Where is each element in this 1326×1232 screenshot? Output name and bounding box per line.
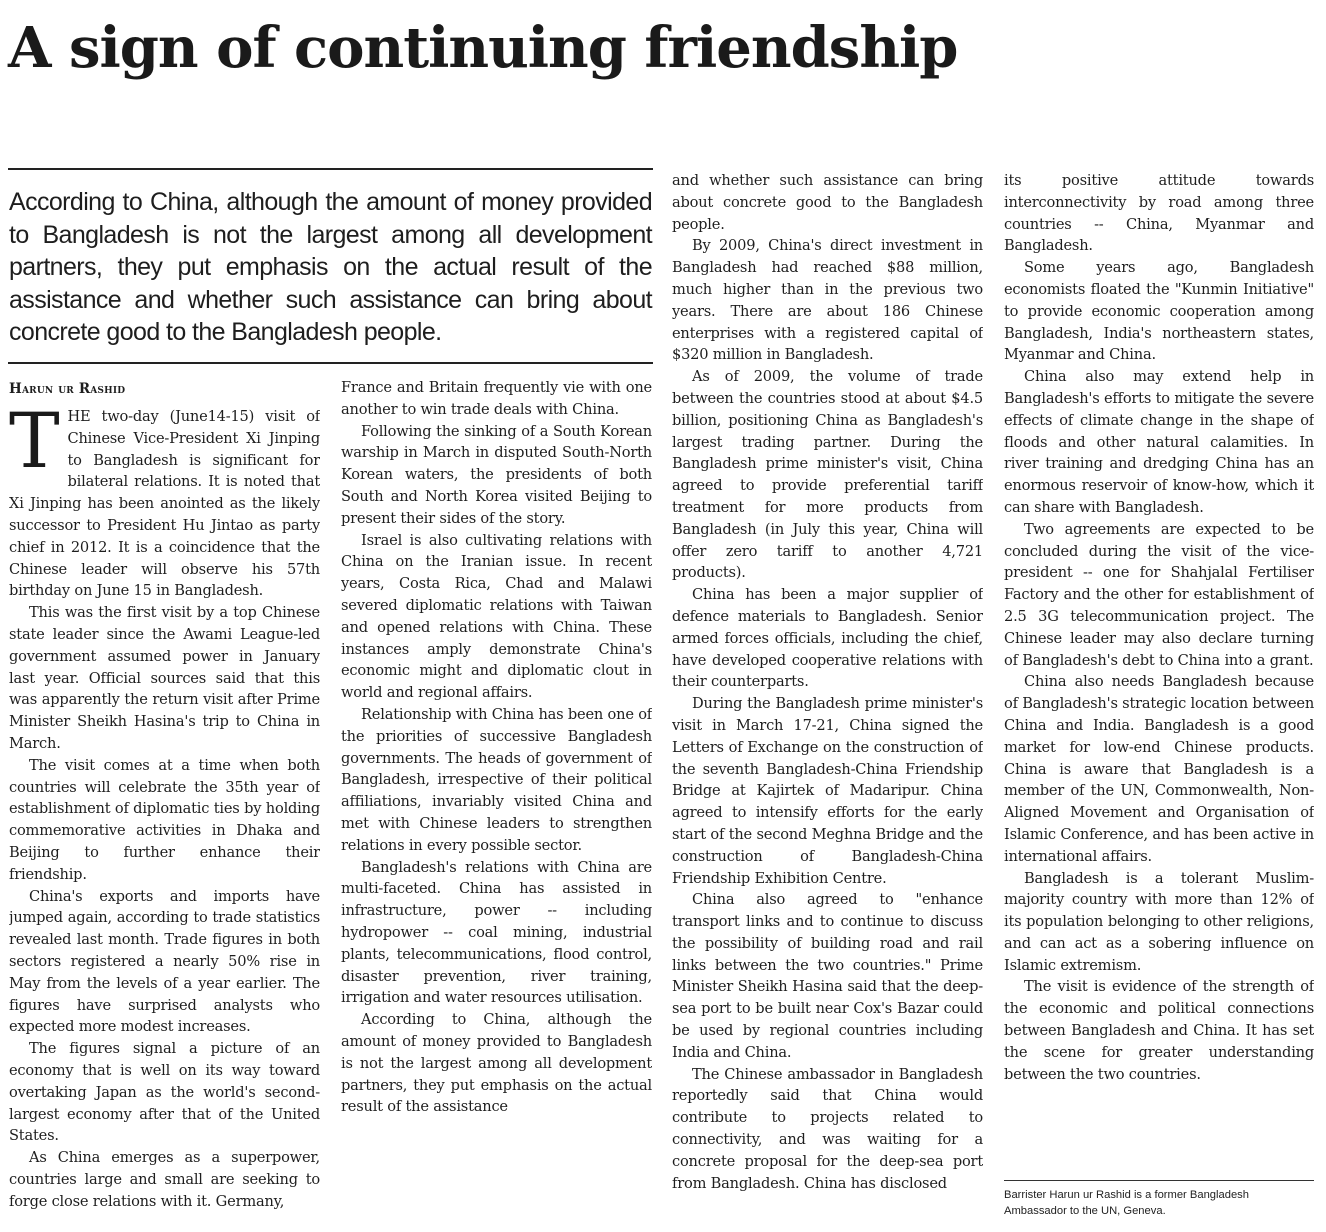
article-paragraph: As of 2009, the volume of trade between the countries stood at about $4.5 billion, positioning China as Bangladesh's largest trading partner. During the Bangladesh prime minister's visit, China agreed to provide preferential tariff treatment for more products from Bangladesh (in July this year, China will offer zero tariff to another 4,721 products). (672, 368, 983, 582)
article-paragraph: Bangladesh's relations with China are multi-faceted. China has assisted in infrastructure, power -- including hydropower -- coal mining, industrial plants, telecommunications, flood control, disaster prevention, river training, irrigation and water resources utilisation. (341, 858, 652, 1007)
article-paragraph: The figures signal a picture of an economy that is well on its way toward overtaking Japan as the world's second-largest economy after that of the United States. (9, 1040, 320, 1145)
article-column-3 (672, 170, 983, 1232)
article-column-2 (341, 377, 652, 1232)
article-paragraph: Israel is also cultivating relations with China on the Iranian issue. In recent years, Costa Rica, Chad and Malawi severed diplomatic relations with Taiwan and opened relations with China. These instances amply demonstrate China's economic might and diplomatic clout in world and regional affairs. (341, 531, 652, 702)
article-paragraph: China also needs Bangladesh because of Bangladesh's strategic location between China and India. Bangladesh is a good market for low-end Chinese products. China is aware that Bangladesh is a member of the UN, Commonwealth, Non-Aligned Movement and Organisation of Islamic Conference, and has been active in international affairs. (1004, 673, 1314, 865)
article-paragraph: By 2009, China's direct investment in Bangladesh had reached $88 million, much higher than in the previous two years. There are about 186 Chinese enterprises with a registered capital of $320 million in Bangladesh. (672, 237, 983, 364)
article-paragraph: Bangladesh is a tolerant Muslim-majority country with more than 12% of its population belonging to other religions, and can act as a sobering influence on Islamic extremism. (1004, 869, 1314, 974)
article-paragraph: The visit is evidence of the strength of the economic and political connections between Bangladesh and China. It has set the scene for greater understanding between the two countries. (1004, 978, 1314, 1083)
article-paragraph: China has been a major supplier of defence materials to Bangladesh. Senior armed forces officials, including the chief, have developed cooperative relations with their counterparts. (672, 586, 983, 691)
article-paragraph: China also agreed to "enhance transport links and to continue to discuss the possibility of building road and rail links between the two countries." Prime Minister Sheikh Hasina said that the deep-sea port to be built near Cox's Bazar could be used by regional countries including India and China. (672, 891, 983, 1061)
headline: A sign of continuing friendship (8, 15, 958, 81)
article-paragraph: This was the first visit by a top Chinese state leader since the Awami League-led government assumed power in January last year. Official sources said that this was apparently the return visit after Prime Minister Sheikh Hasina's trip to China in March. (9, 604, 320, 752)
article-paragraph: China also may extend help in Bangladesh's efforts to mitigate the severe effects of climate change in the shape of floods and other natural calamities. In river training and dredging China has an enormous reservoir of know-how, which it can share with Bangladesh. (1004, 368, 1314, 516)
pullquote-bottom-rule (8, 362, 653, 364)
article-paragraph: its positive attitude towards interconnectivity by road among three countries -- China, Myanmar and Bangladesh. (1004, 172, 1314, 255)
lead-paragraph-text: HE two-day (June14-15) visit of Chinese Vice-President Xi Jinping to Bangladesh is significant for bilateral relations. It is noted that Xi Jinping has been anointed as the likely successor to President Hu Jintao as party chief in 2012. It is a coincidence that the Chinese leader will observe his 57th birthday on June 15 in Bangladesh. (9, 408, 320, 600)
article-paragraph: As China emerges as a superpower, countries large and small are seeking to forge close relations with it. Germany, (9, 1149, 320, 1210)
article-paragraph: The Chinese ambassador in Bangladesh reportedly said that China would contribute to projects related to connectivity, and was waiting for a concrete proposal for the deep-sea port from Bangladesh. China has disclosed (672, 1065, 983, 1192)
author-note-rule (1004, 1180, 1314, 1181)
article-paragraph: China's exports and imports have jumped again, according to trade statistics revealed last month. Trade figures in both sectors registered a nearly 50% rise in May from the levels of a year earlier. The figures have surprised analysts who expected more modest increases. (9, 887, 320, 1036)
article-paragraph: Some years ago, Bangladesh economists floated the "Kunmin Initiative" to provide economic cooperation among Bangladesh, India's northeastern states, Myanmar and China. (1004, 259, 1314, 364)
pullquote: According to China, although the amount of money provided to Bangladesh is not the largest among all development partners, they put emphasis on the actual result of the assistance and whether such assistance can bring about concrete good to the Bangladesh people. (9, 188, 652, 346)
article-paragraph: Two agreements are expected to be concluded during the visit of the vice-president -- one for Shahjalal Fertiliser Factory and the other for establishment of 2.5 3G telecommunication project. The Chinese leader may also declare turning of Bangladesh's debt to China into a grant. (1004, 520, 1314, 669)
article-column-4 (1004, 170, 1314, 1170)
drop-cap: T (9, 396, 60, 485)
lead-paragraph (9, 396, 320, 602)
article-paragraph: Relationship with China has been one of the priorities of successive Bangladesh governments. The heads of government of Bangladesh, irrespective of their political affiliations, invariably visited China and met with Chinese leaders to strengthen relations in every possible sector. (341, 705, 652, 854)
article-paragraph: According to China, although the amount of money provided to Bangladesh is not the largest among all development partners, they put emphasis on the actual result of the assistance (341, 1011, 652, 1116)
article-paragraph: During the Bangladesh prime minister's visit in March 17-21, China signed the Letters of Exchange on the construction of the seventh Bangladesh-China Friendship Bridge at Kajirtek of Madaripur. China agreed to intensify efforts for the early start of the second Meghna Bridge and the construction of Bangladesh-China Friendship Exhibition Centre. (672, 695, 983, 887)
article-paragraph: France and Britain frequently vie with one another to win trade deals with China. (341, 379, 652, 418)
article-column-1 (9, 378, 320, 1232)
pullquote-top-rule (8, 168, 653, 170)
author-note: Barrister Harun ur Rashid is a former Bangladesh Ambassador to the UN, Geneva. (1004, 1189, 1249, 1217)
article-paragraph: and whether such assistance can bring about concrete good to the Bangladesh people. (672, 172, 983, 233)
article-paragraph: Following the sinking of a South Korean warship in March in disputed South-North Korean waters, the presidents of both South and North Korea visited Beijing to present their sides of the story. (341, 422, 652, 527)
byline: Harun ur Rashid (9, 381, 126, 397)
article-paragraph: The visit comes at a time when both countries will celebrate the 35th year of establishment of diplomatic ties by holding commemorative activities in Dhaka and Beijing to further enhance their friendship. (9, 756, 320, 883)
